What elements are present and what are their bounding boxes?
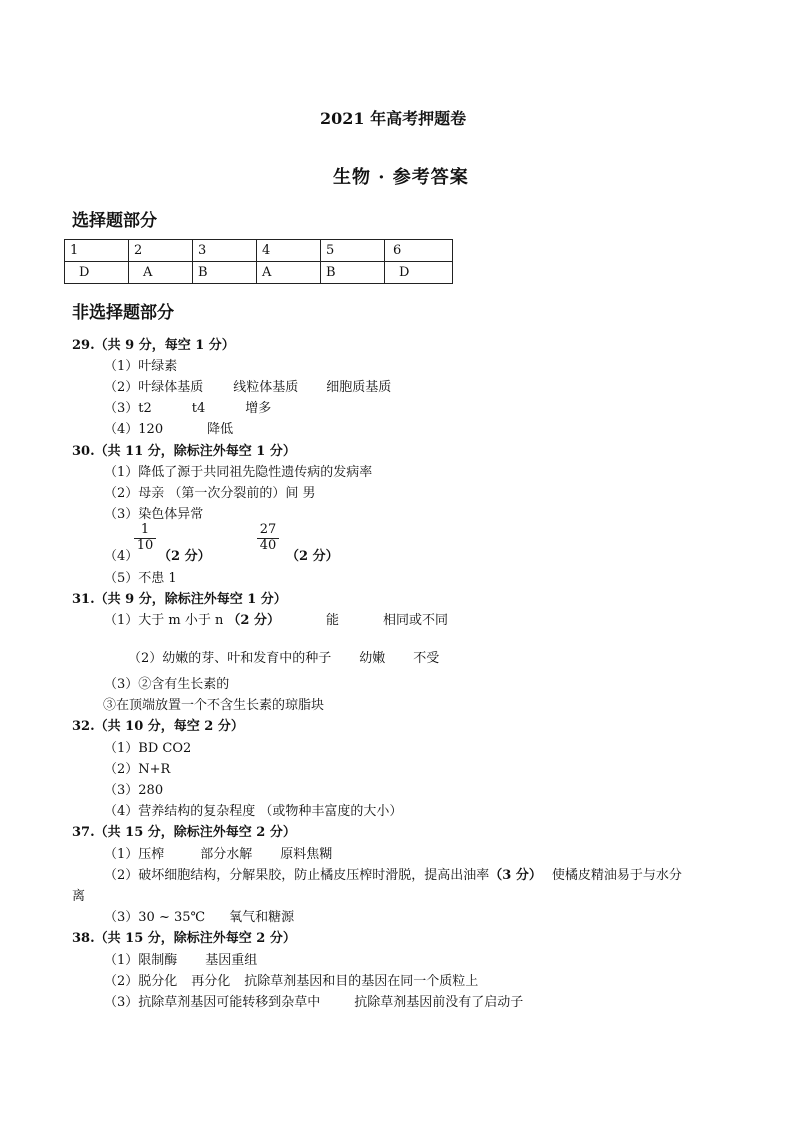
exam-title: 2021 年高考押题卷: [320, 109, 467, 128]
answer-blank: 相同或不同: [382, 613, 448, 628]
answer-blank: 部分水解: [200, 847, 253, 862]
fraction-numerator: 27: [259, 522, 277, 537]
answer-blank: 抗除草剂基因前没有了启动子: [354, 995, 524, 1010]
nonchoice-section-heading: 非选择题部分: [72, 303, 174, 323]
answer-blank: 降低: [207, 422, 234, 437]
answer-blank: 氧气和糖源: [229, 910, 295, 925]
q31-answer-2: [128, 647, 439, 666]
answer-blank: （1）限制酶: [104, 953, 178, 968]
q32-answer-3: （3）280: [104, 783, 164, 798]
answer-blank: 增多: [245, 401, 272, 416]
q30-answer-1: （1）降低了源于共同祖先隐性遗传病的发病率: [104, 465, 373, 480]
answer-blank: （3）t2: [104, 401, 152, 416]
answer-blank: （2）破坏细胞结构，分解果胶，防止橘皮压榨时滑脱，提高出油率: [104, 868, 490, 883]
q30-answer-5: （5）不患 1: [104, 571, 177, 586]
q32-answer-1: （1）BD CO2: [104, 741, 192, 756]
fraction-denominator: 10: [136, 538, 154, 553]
answer-blank: （4）120: [104, 422, 164, 437]
question-number: 1: [65, 240, 129, 262]
q31-answer-3b: ③在顶端放置一个不含生长素的琼脂块: [103, 698, 325, 713]
q30-fraction-2: [257, 523, 279, 553]
table-row-numbers: [65, 240, 453, 262]
answer-blank: 细胞质基质: [326, 380, 392, 395]
choice-answer-table: [64, 239, 453, 284]
q29-answer-2: [104, 376, 391, 395]
answer-blank: 抗除草剂基因和目的基因在同一个质粒上: [244, 974, 479, 989]
exam-subtitle: 生物 · 参考答案: [333, 167, 469, 188]
question-number: 3: [193, 240, 257, 262]
q29-title: 29.（共 9 分，每空 1 分）: [72, 338, 235, 353]
fraction-denominator: 40: [259, 538, 277, 553]
q37-answer-2-wrap: 离: [72, 889, 86, 904]
answer-blank: 幼嫩: [359, 651, 386, 666]
answer-blank: 使橘皮精油易于与水分: [551, 868, 682, 883]
answer-cell: D: [65, 262, 129, 284]
answer-cell: A: [257, 262, 321, 284]
q30-answer-3: （3）染色体异常: [104, 507, 204, 522]
answer-blank: 基因重组: [205, 953, 258, 968]
answer-blank: 原料焦糊: [280, 847, 333, 862]
q30-title: 30.（共 11 分，除标注外每空 1 分）: [72, 444, 296, 459]
q37-answer-1: [104, 843, 332, 862]
answer-blank: 再分化: [191, 974, 231, 989]
answer-blank: （3）30 ~ 35℃: [104, 910, 206, 925]
question-number: 4: [257, 240, 321, 262]
question-number: 6: [385, 240, 453, 262]
answer-blank: （2）脱分化: [104, 974, 178, 989]
answer-blank: 线粒体基质: [233, 380, 299, 395]
q30-answer-2: （2）母亲 （第一次分裂前的）间 男: [104, 486, 316, 501]
score-note: （3 分）: [489, 868, 542, 883]
q37-answer-3: [104, 906, 294, 925]
answer-blank: （2）幼嫩的芽、叶和发育中的种子: [128, 651, 332, 666]
question-number: 2: [129, 240, 193, 262]
q38-answer-1: [104, 949, 257, 968]
table-row-answers: [65, 262, 453, 284]
answer-cell: A: [129, 262, 193, 284]
q29-answer-1: （1）叶绿素: [104, 359, 178, 374]
q30-answer-4-prefix: （4）: [104, 549, 139, 564]
question-number: 5: [321, 240, 385, 262]
choice-section-heading: 选择题部分: [72, 211, 157, 231]
q32-answer-2: （2）N+R: [104, 762, 171, 777]
q30-fraction-1-score: （2 分）: [158, 549, 211, 564]
answer-cell: D: [385, 262, 453, 284]
answer-cell: B: [321, 262, 385, 284]
q32-answer-4: （4）营养结构的复杂程度 （或物种丰富度的大小）: [104, 804, 403, 819]
q31-answer-3: （3）②含有生长素的: [104, 677, 230, 692]
answer-blank: 不受: [413, 651, 440, 666]
answer-cell: B: [193, 262, 257, 284]
q37-answer-2: [104, 864, 682, 883]
score-note: （2 分）: [227, 613, 280, 628]
answer-blank: （1）大于 m 小于 n: [104, 613, 224, 628]
q38-answer-2: [104, 970, 478, 989]
q32-title: 32.（共 10 分，每空 2 分）: [72, 719, 244, 734]
fraction-numerator: 1: [140, 522, 150, 537]
answer-blank: （1）压榨: [104, 847, 165, 862]
answer-blank: 能: [325, 613, 339, 628]
q30-fraction-2-score: （2 分）: [286, 549, 339, 564]
q30-fraction-1: [134, 523, 156, 553]
q38-answer-3: [104, 991, 523, 1010]
q31-answer-1: [104, 609, 448, 628]
q29-answer-4: [104, 418, 233, 437]
q31-title: 31.（共 9 分，除标注外每空 1 分）: [72, 592, 287, 607]
answer-blank: t4: [191, 401, 206, 416]
q29-answer-3: [104, 397, 271, 416]
q38-title: 38.（共 15 分，除标注外每空 2 分）: [72, 931, 296, 946]
answer-blank: （3）抗除草剂基因可能转移到杂草中: [104, 995, 321, 1010]
q37-title: 37.（共 15 分，除标注外每空 2 分）: [72, 825, 296, 840]
answer-blank: （2）叶绿体基质: [104, 380, 204, 395]
